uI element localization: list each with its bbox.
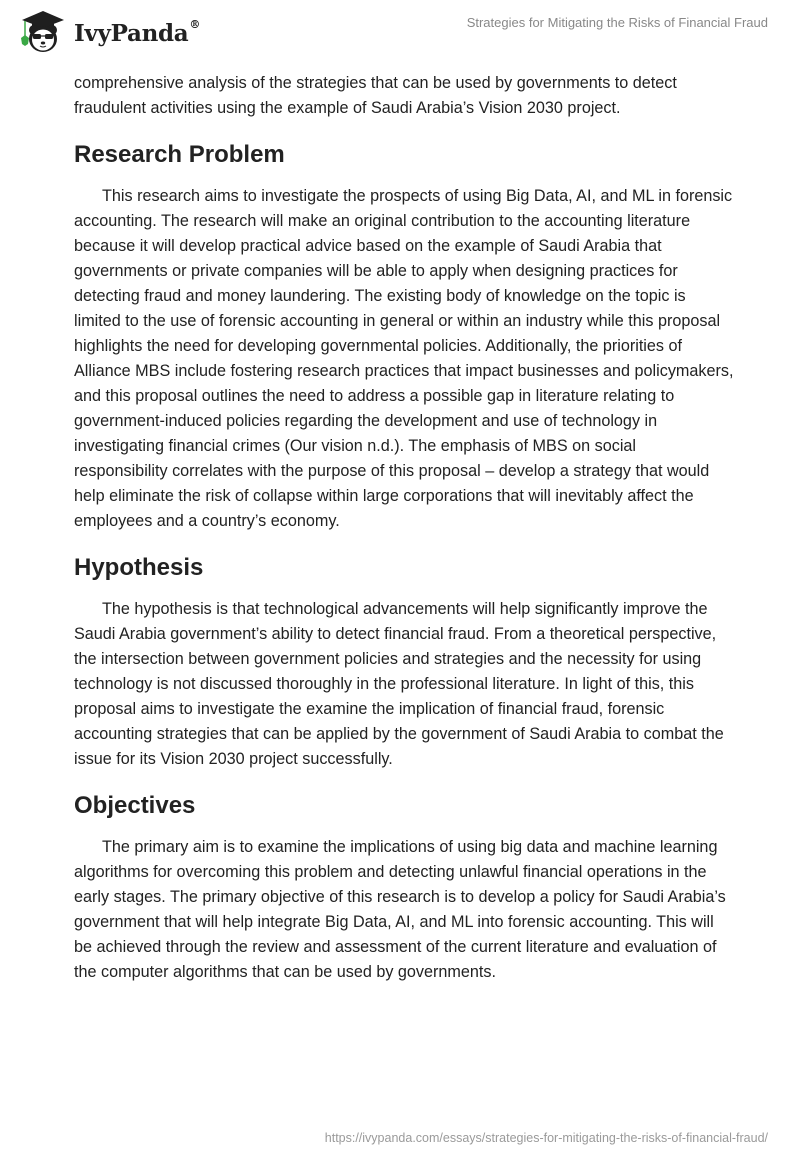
intro-continuation: comprehensive analysis of the strategies that can be used by governments to detect fraudulent activities using the example of Saudi Arabia’s Vision 2030 project. — [74, 74, 677, 117]
section-heading-hypothesis: Hypothesis — [74, 554, 204, 581]
section-heading-objectives: Objectives — [74, 792, 196, 819]
registered-mark: ® — [189, 17, 201, 31]
running-title: Strategies for Mitigating the Risks of Financial Fraud — [466, 15, 768, 30]
brand-name: IvyPanda® — [74, 17, 201, 47]
hypothesis-paragraph: The hypothesis is that technological advancements will help significantly improve the Saudi Arabia government’s ability to detect financial fraud. From a theoretical perspective, the intersection between government policies and strategies and the necessity for using technology is not discussed thoroughly in the professional literature. In light of this, this proposal aims to investigate the examine the implication of financial fraud, forensic accounting strategies that can be applied by the government of Saudi Arabia to combat the issue for its Vision 2030 project successfully. — [74, 600, 724, 768]
page-header — [0, 0, 800, 60]
research-problem-paragraph: This research aims to investigate the prospects of using Big Data, AI, and ML in forensic accounting. The research will make an original contribution to the accounting literature because it will develop practical advice based on the example of Saudi Arabia that governments or private companies will be able to apply when designing practices for detecting fraud and money laundering. The existing body of knowledge on the topic is limited to the use of forensic accounting in general or within an industry while this proposal highlights the need for developing governmental policies. Additionally, the priorities of Alliance MBS include fostering research practices that impact businesses and policymakers, and this proposal outlines the need to address a possible gap in literature relating to government-induced policies regarding the development and use of technology in investigating financial crimes (Our vision n.d.). The emphasis of MBS on social responsibility correlates with the purpose of this proposal – develop a strategy that would help eliminate the risk of collapse within large corporations that will inevitably affect the employees and a country’s economy. — [74, 187, 734, 530]
ivypanda-logo[interactable] — [18, 8, 200, 54]
panda-graduate-icon — [18, 8, 68, 54]
objectives-paragraph: The primary aim is to examine the implications of using big data and machine learning algorithms for overcoming this problem and detecting unlawful financial operations in the early stages. The primary objective of this research is to develop a policy for Saudi Arabia’s government that will help integrate Big Data, AI, and ML into forensic accounting. This will be achieved through the review and assessment of the current literature and evaluation of the computer algorithms that can be used by governments. — [74, 838, 726, 981]
document-body — [74, 71, 734, 985]
section-heading-research-problem: Research Problem — [74, 141, 285, 168]
source-url-link[interactable]: https://ivypanda.com/essays/strategies-for-mitigating-the-risks-of-financial-fraud/ — [324, 1131, 768, 1145]
